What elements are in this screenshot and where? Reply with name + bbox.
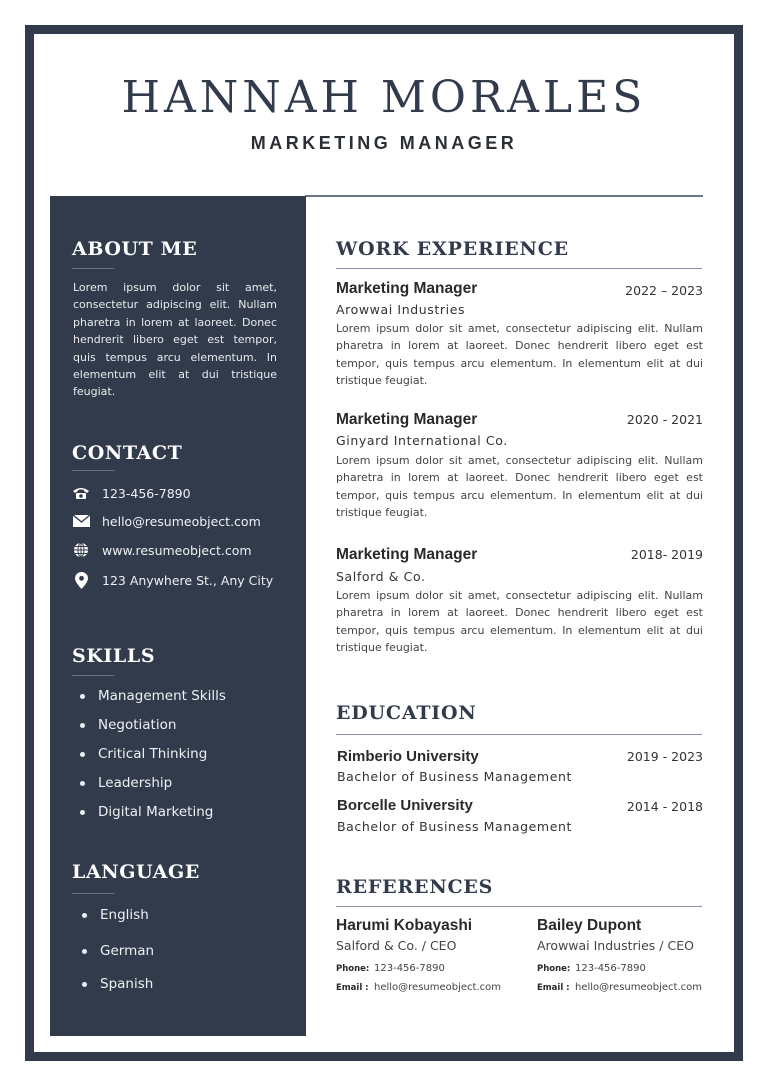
job-dates: 2022 – 2023	[625, 283, 703, 298]
skill-item: Negotiation	[80, 717, 176, 733]
bullet-icon	[82, 913, 87, 918]
email-icon	[72, 513, 90, 529]
language-divider	[72, 893, 114, 894]
education-heading: EDUCATION	[336, 702, 477, 724]
edu-dates: 2014 - 2018	[626, 799, 703, 814]
work-heading: WORK EXPERIENCE	[336, 238, 569, 260]
email-label: Email :	[336, 983, 369, 993]
location-pin-icon	[72, 572, 90, 588]
phone-label: Phone:	[537, 964, 571, 974]
contact-email-text: hello@resumeobject.com	[102, 513, 261, 529]
edu-school: Borcelle University	[337, 797, 473, 814]
contact-website	[72, 540, 252, 560]
language-item: German	[82, 943, 154, 959]
bullet-icon	[82, 982, 87, 987]
work-divider	[336, 268, 702, 269]
reference-email: Email : hello@resumeobject.com	[336, 982, 502, 993]
contact-email	[72, 511, 261, 531]
phone-icon	[72, 485, 90, 501]
contact-website-text: www.resumeobject.com	[102, 542, 252, 558]
job-company: Ginyard International Co.	[336, 433, 508, 448]
contact-heading: CONTACT	[72, 442, 183, 464]
about-heading: ABOUT ME	[72, 238, 198, 260]
bullet-icon	[80, 810, 85, 815]
edu-degree: Bachelor of Business Management	[337, 819, 573, 834]
reference-role: Salford & Co. / CEO	[336, 938, 457, 953]
reference-phone: Phone: 123-456-7890	[537, 963, 646, 974]
job-description: Lorem ipsum dolor sit amet, consectetur adipiscing elit. Nullam pharetra in lorem at laoreet. Donec hendrerit libero eget est tempor, quis tempus arcu elementum. In elementum elit at dui tristique feugiat.	[336, 454, 703, 520]
about-text: Lorem ipsum dolor sit amet, consectetur adipiscing elit. Nullam pharetra in lorem at laoreet. Donec hendrerit libero eget est tempor, quis tempus arcu elementum. In elementum elit at dui tristique feugiat.	[73, 281, 277, 399]
bullet-icon	[80, 752, 85, 757]
edu-school: Rimberio University	[337, 748, 479, 765]
sidebar	[50, 196, 306, 1036]
about-divider	[72, 268, 114, 269]
candidate-name: HANNAH MORALES	[121, 72, 647, 123]
edu-dates: 2019 - 2023	[626, 749, 703, 764]
reference-name: Harumi Kobayashi	[336, 917, 473, 934]
reference-role: Arowwai Industries / CEO	[537, 938, 694, 953]
skill-item: Management Skills	[80, 688, 226, 704]
email-label: Email :	[537, 983, 570, 993]
skill-item: Leadership	[80, 775, 172, 791]
bullet-icon	[82, 949, 87, 954]
contact-divider	[72, 470, 114, 471]
bullet-icon	[80, 781, 85, 786]
job-description: Lorem ipsum dolor sit amet, consectetur adipiscing elit. Nullam pharetra in lorem at laoreet. Donec hendrerit libero eget est tempor, quis tempus arcu elementum. In elementum elit at dui tristique feugiat.	[336, 322, 703, 388]
bullet-icon	[80, 694, 85, 699]
candidate-title: MARKETING MANAGER	[250, 133, 518, 153]
skill-item: Critical Thinking	[80, 746, 207, 762]
language-heading: LANGUAGE	[72, 861, 200, 883]
reference-name: Bailey Dupont	[537, 917, 642, 934]
skill-item: Digital Marketing	[80, 804, 213, 820]
phone-label: Phone:	[336, 964, 370, 974]
language-item: Spanish	[82, 976, 153, 992]
references-heading: REFERENCES	[336, 876, 494, 898]
job-title: Marketing Manager	[336, 411, 478, 428]
job-description: Lorem ipsum dolor sit amet, consectetur adipiscing elit. Nullam pharetra in lorem at laoreet. Donec hendrerit libero eget est tempor, quis tempus arcu elementum. In elementum elit at dui tristique feugiat.	[336, 589, 703, 655]
header-divider	[305, 195, 703, 197]
skills-heading: SKILLS	[72, 645, 156, 667]
job-company: Salford & Co.	[336, 569, 426, 584]
globe-icon	[72, 542, 90, 558]
job-title: Marketing Manager	[336, 546, 478, 563]
job-dates: 2018- 2019	[630, 547, 703, 562]
language-item: English	[82, 907, 149, 923]
reference-email: Email : hello@resumeobject.com	[537, 982, 703, 993]
contact-phone-text: 123-456-7890	[102, 485, 191, 501]
job-dates: 2020 - 2021	[626, 412, 703, 427]
reference-phone: Phone: 123-456-7890	[336, 963, 445, 974]
job-title: Marketing Manager	[336, 280, 478, 297]
references-divider	[336, 906, 702, 907]
education-divider	[336, 734, 702, 735]
contact-address-text: 123 Anywhere St., Any City	[102, 572, 274, 588]
contact-phone	[72, 483, 191, 503]
edu-degree: Bachelor of Business Management	[337, 769, 573, 784]
contact-address	[72, 570, 273, 590]
job-company: Arowwai Industries	[336, 302, 466, 317]
bullet-icon	[80, 723, 85, 728]
skills-divider	[72, 675, 114, 676]
